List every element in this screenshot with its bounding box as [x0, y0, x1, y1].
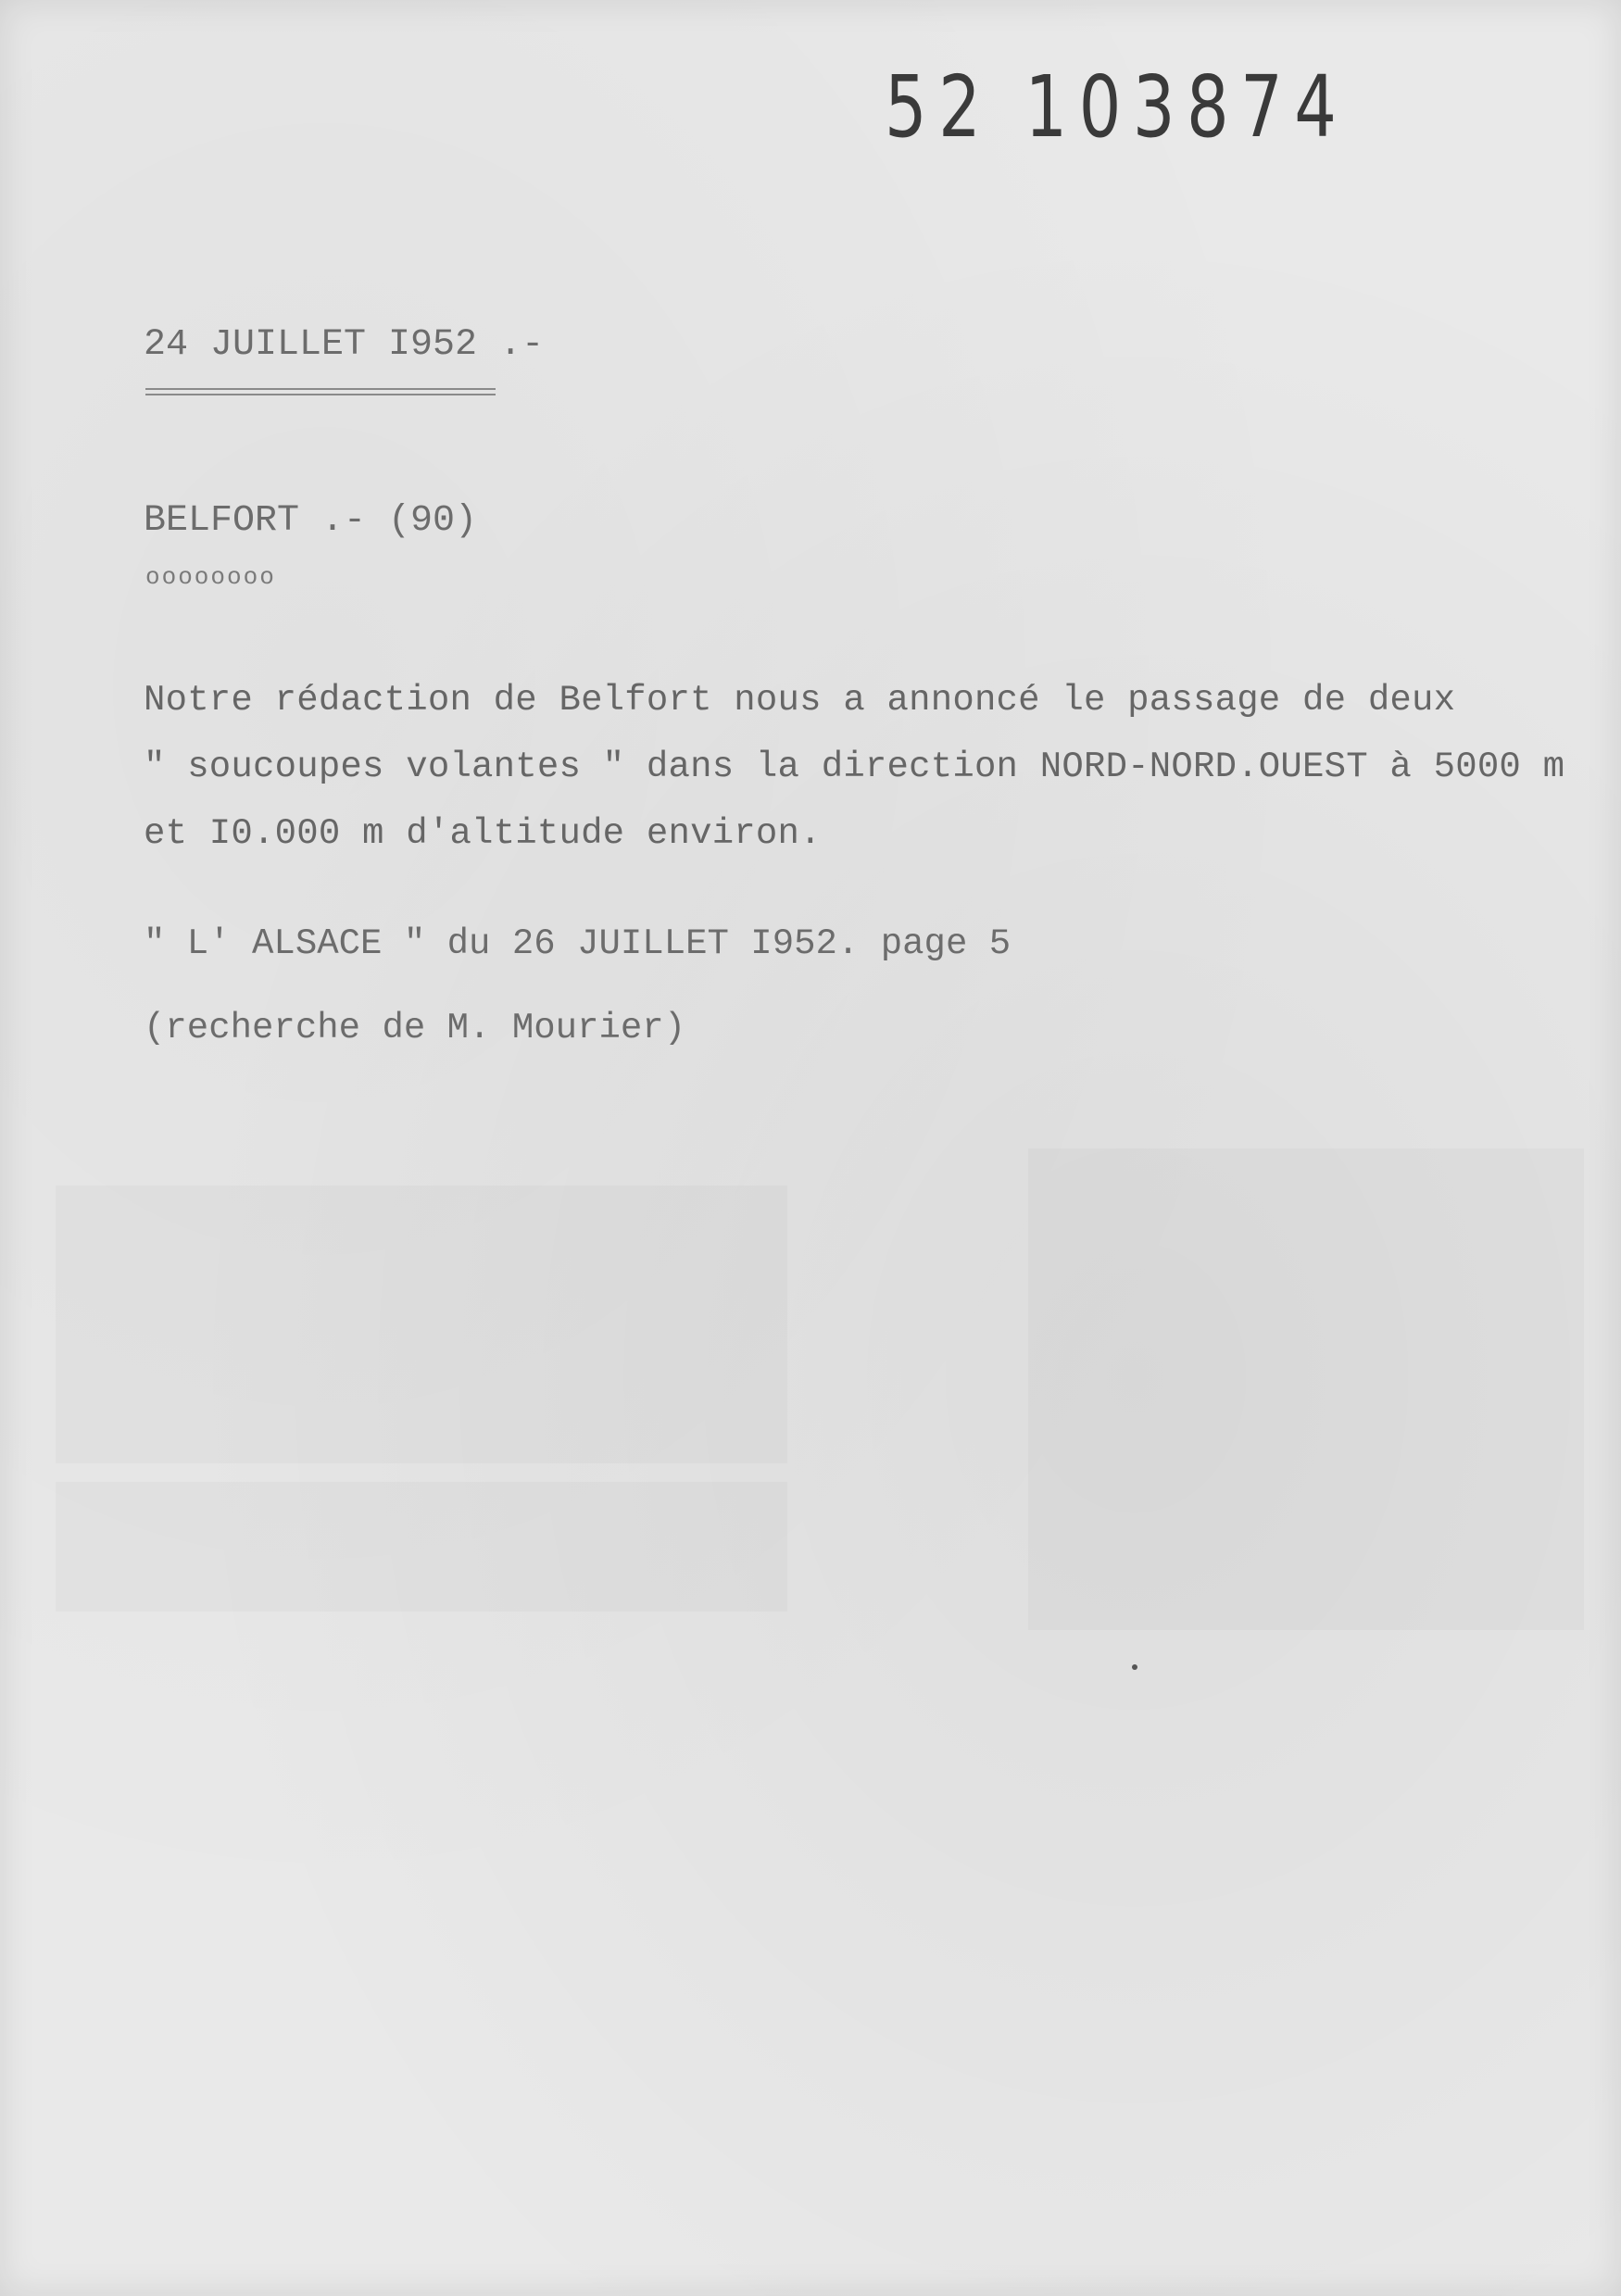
scan-smudge — [56, 1186, 787, 1463]
reference-number: 52 103874 — [885, 57, 1349, 157]
scan-smudge — [1028, 1148, 1584, 1630]
ink-speck — [1132, 1664, 1137, 1670]
place-separator: oooooooo — [145, 563, 276, 591]
body-line: et I0.000 m d'altitude environ. — [144, 813, 822, 854]
body-line: " soucoupes volantes " dans la direction NORD-NORD.OUEST à 5000 m — [144, 747, 1565, 787]
place-heading: BELFORT .- (90) — [144, 500, 478, 542]
scan-smudge — [56, 1482, 787, 1612]
source-citation: " L' ALSACE " du 26 JUILLET I952. page 5 — [144, 923, 1012, 964]
date-underline — [145, 388, 496, 390]
research-credit: (recherche de M. Mourier) — [144, 1008, 686, 1048]
body-line: Notre rédaction de Belfort nous a annoncé le passage de deux — [144, 680, 1456, 721]
date-underline — [145, 394, 496, 395]
date-heading: 24 JUILLET I952 .- — [144, 324, 545, 366]
